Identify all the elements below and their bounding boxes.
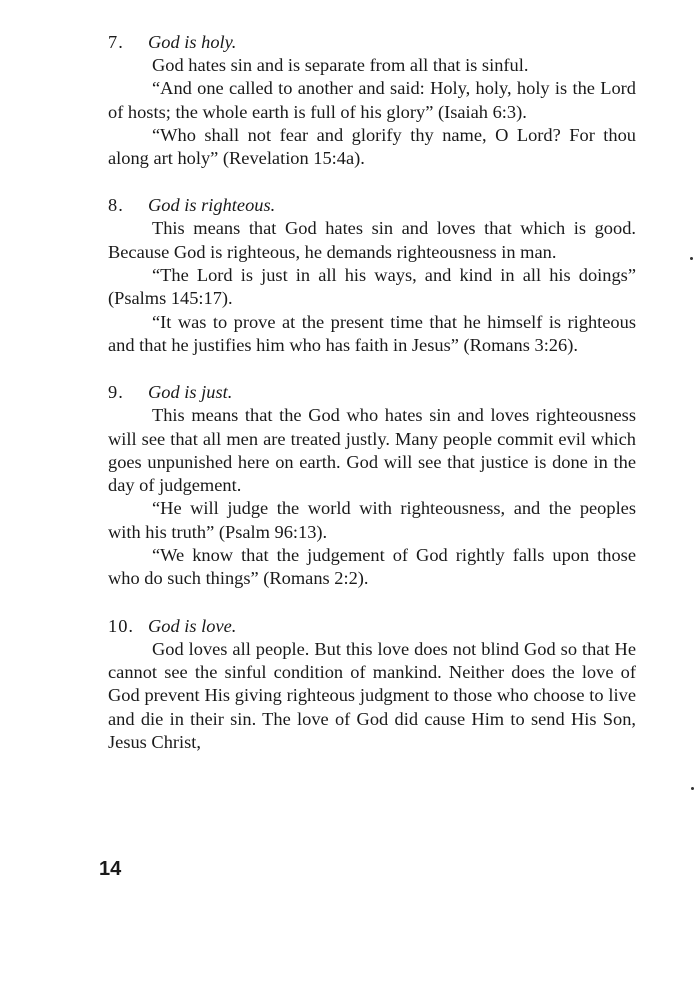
section-number: 8. [108, 195, 124, 216]
section-title: God is just. [148, 382, 233, 403]
paragraph: “It was to prove at the present time that he himself is righteous and that he justifies him who has faith in Jesus” (Romans 3:26). [108, 311, 636, 355]
section-heading [108, 193, 636, 217]
paragraph: God hates sin and is separate from all that is sinful. [152, 55, 529, 75]
paragraph: “He will judge the world with righteousness, and the peoples with his truth” (Psalm 96:13). [108, 498, 636, 542]
page-body [108, 30, 636, 777]
section-god-is-just [108, 380, 636, 590]
section-number: 9. [108, 382, 124, 403]
paragraph: This means that the God who hates sin and loves righteousness will see that all men are treated justly. Many people commit evil which goes unpunished here on earth. God will see that justice is done in the day of judgement. [108, 405, 636, 496]
paragraph: “Who shall not fear and glorify thy name, O Lord? For thou along art holy” (Revelation 15:4a). [108, 124, 636, 169]
section-heading [108, 30, 636, 54]
section-number: 7. [108, 32, 124, 52]
scan-speck [690, 257, 693, 260]
section-heading [108, 614, 636, 638]
paragraph: “We know that the judgement of God rightly falls upon those who do such things” (Romans 2:2). [108, 545, 636, 589]
paragraph: This means that God hates sin and loves that which is good. Because God is righteous, he demands righteousness in man. [108, 218, 636, 262]
section-heading [108, 380, 636, 404]
section-god-is-holy [108, 30, 636, 170]
paragraph: God loves all people. But this love does not blind God so that He cannot see the sinful condition of mankind. Neither does the love of God prevent His giving righteous judgment to those who choose to live and die in their sin. The love of God did cause Him to send His Son, Jesus Christ, [108, 638, 636, 752]
scan-speck [691, 787, 694, 790]
section-god-is-love [108, 614, 636, 754]
paragraph: “And one called to another and said: Holy, holy, holy is the Lord of hosts; the whole earth is full of his glory” (Isaiah 6:3). [108, 78, 636, 122]
page-number: 14 [99, 858, 122, 880]
paragraph: “The Lord is just in all his ways, and kind in all his doings” (Psalms 145:17). [108, 265, 636, 309]
section-title: God is love. [148, 615, 237, 636]
section-number: 10. [108, 615, 134, 636]
section-god-is-righteous [108, 193, 636, 357]
section-title: God is righteous. [148, 195, 276, 216]
section-title: God is holy. [148, 32, 237, 52]
